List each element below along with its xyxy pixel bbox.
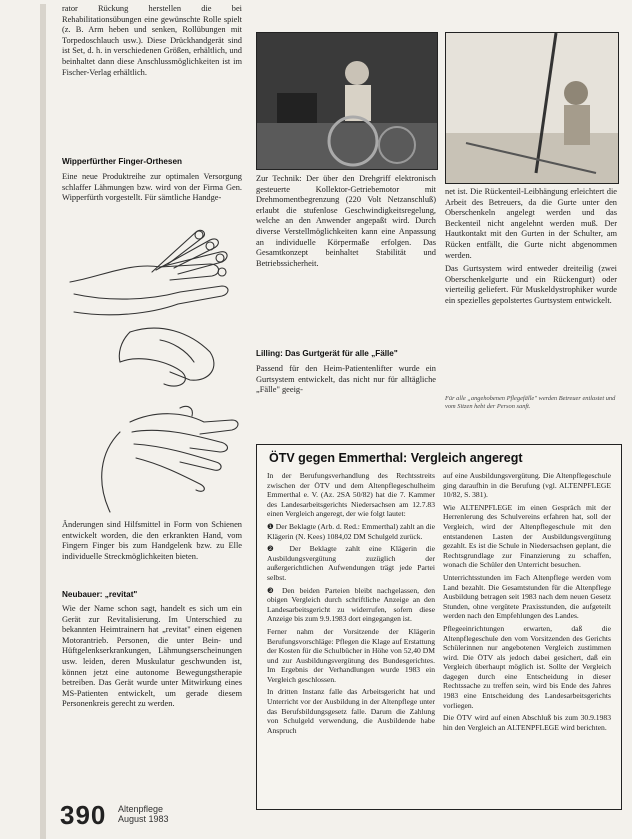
magazine-info — [118, 804, 169, 824]
photo-patient-lifter — [445, 32, 619, 184]
wheelchair-photo-drawing — [257, 33, 437, 169]
boxed-article — [256, 444, 622, 810]
orthesen-paragraph: Eine neue Produktreihe zur optimalen Versorgung schlaffer Lähmungen bzw. wird von der Firma Gen. Wipperfürth vorgestellt. Für sämtliche Handge- — [62, 172, 242, 203]
box-left-paragraph: ❷ Der Beklagte zahlt eine Klägerin die Ausbildungsvergütung zuzüglich der außergerichtlichen Aufwendungen trägt jede Partei selbst. — [267, 544, 435, 582]
magazine-name: Altenpflege — [118, 804, 164, 814]
heading-gurtgeraet: Lilling: Das Gurtgerät für alle „Fälle" — [256, 349, 398, 358]
box-right-paragraph: Unterrichtsstunden im Fach Altenpflege werden vom Land bezahlt. Die Gesamtstunden für die Altenpflege Ausbildung betragen seit 1983 nach dem neuen Gesetz Stunden, ohne vergütete Praxisstunden, die aufgeteilt werden nach den Empfehlungen des Landes. — [443, 572, 611, 621]
gurtgeraet-paragraph: Passend für den Heim-Patientenlifter wurde ein Gurtsystem entwickelt, das nicht nur für alltägliche „Fälle" geeig- — [256, 364, 436, 395]
column-1-para3 — [62, 604, 242, 713]
boxed-article-right-column — [443, 471, 611, 735]
column-2-para1 — [256, 174, 436, 272]
finger-orthosis-illustration — [60, 222, 250, 518]
page-number: 390 — [60, 800, 107, 830]
page-edge-shadow — [40, 4, 46, 839]
technik-paragraph: Zur Technik: Der über den Drehgriff elektronisch gesteuerte Kollektor-Getriebemotor mit Drehmomentbegrenzung (220 Volt Netzanschluß) erlaubt die stufenlose Geschwindigkeitsregelung, welche an den Anwender angepaßt wird. Durch diverse Verstellmöglichkeiten kann eine Anpassung an individuelle Körpermaße erfolgen. Das Gesamtkonzept beinhaltet Stabilität und Betriebssicherheit. — [256, 174, 436, 268]
box-left-paragraph: ❸ Den beiden Parteien bleibt nachgelassen, den obigen Vergleich durch schriftliche Anzeige an den Landesarbeitsgericht zu widerrufen, sofern diese Anzeige bis zum 9.9.1983 dort eingegangen ist. — [267, 585, 435, 624]
box-right-paragraph: auf eine Ausbildungsvergütung. Die Altenpflegeschule ging daraufhin in die Berufung (vgl. ALTENPFLEGE 10/82, S. 381). — [443, 471, 611, 500]
lifter-photo-drawing — [446, 33, 618, 183]
boxed-article-left-column — [267, 471, 435, 738]
heading-finger-orthesen: Wipperfürther Finger-Orthesen — [62, 157, 183, 166]
revitat-paragraph: Wie der Name schon sagt, handelt es sich um ein Gerät zur Revitalisierung. Im Unterschied zu bekannten Heimtrainern hat „revitat" einen eigenen Motorantrieb. Personen, die unter Bein- und Hüftgelenkserkrankungen, Lähmungserscheinungen usw. leiden, deren Muskulatur geschwunden ist, können jetzt eine autonome Bewegungstherapie betreiben. Das Gerät wurde unter Mitwirkung eines MS-Patienten entwickelt, um gerade diesem Personenkreis gerecht zu werden. — [62, 604, 242, 709]
rueckenteil-paragraph: net ist. Die Rückenteil-Leibhängung erleichtert die Arbeit des Betreuers, da die Gurte unter den Oberschenkeln angelegt werden und das Beckenteil nicht angelehnt werden muß. Der Hautkontakt mit den Gurten in der Schulter, am Rücken entfällt, die Gurte nicht abgenommen werden. — [445, 187, 617, 260]
column-1-para1 — [62, 172, 242, 207]
photo-wheelchair-user — [256, 32, 438, 170]
column-1-intro — [62, 4, 242, 81]
box-right-paragraph: Die ÖTV wird auf einen Abschluß bis zum 30.9.1983 hin den Vergleich an ALTENPFLEGE wird berichten. — [443, 713, 611, 732]
box-left-paragraph: ❶ Der Beklagte (Arb. d. Red.: Emmerthal) zahlt an die Klägerin (N. Kees) 1084,02 DM Schulgeld zurück. — [267, 521, 435, 541]
column-1-para2 — [62, 520, 242, 565]
aenderungen-paragraph: Änderungen sind Hilfsmittel in Form von Schienen entwickelt worden, die den erkrankten Hand, vom Fingern Finger bis zum Handgelenk bzw. zu Elle individuelle Streckmöglichkeiten bieten. — [62, 520, 242, 561]
box-left-paragraph: In der Berufungsverhandlung des Rechtsstreits zwischen der ÖTV und dem Altenpflegeschulheim Emmerthal e. V. (Az. 2SA 50/82) hat die 7. Kammer des Landesarbeitsgerichts Niedersachsen am 12.7.83 einen Vergleich angeregt, der wie folgt lautet: — [267, 471, 435, 519]
intro-paragraph: rator Rückung herstellen die bei Rehabilitationsübungen eine gewünschte Rolle spielt (z. B. Arm heben und senken, Rollübungen mit Torpedoschlauch usw.). Diese Drückhandgerät sind ist Set, d. h. in verschiedenen Größen, erhältlich, und beinhaltet dann diese Anschlussmöglichkeiten ist im Fischer-Verlag erhältlich. — [62, 4, 242, 77]
boxed-article-title: ÖTV gegen Emmerthal: Vergleich angeregt — [269, 451, 523, 465]
column-2-para2 — [256, 364, 436, 399]
box-left-paragraph: Ferner nahm der Vorsitzende der Klägerin Berufungsvorschläge: Pflegen die Klage auf Erstattung der Kosten für die Schulbücher in Höhe von 52,40 DM und zur Ausbildungsvergütung des Bundesgerichtes. Im Ergebnis der Verhandlungen wurde 1983 ein Vergleich geschlossen. — [267, 626, 435, 684]
heading-revitat: Neubauer: „revitat" — [62, 590, 138, 599]
box-right-paragraph: Pflegeeinrichtungen erwarten, daß die Altenpflegeschule den vom Vorsitzenden des Gerichts Schülerinnen nur angebotenen Vergleich zustimmen wird. Die ÖTV als jedoch dabei gesichert, daß ein Vergleich überhaupt möglich ist. Sollte der Vergleich dagegen durch eine Entscheidung in dieser Rechtssache zu treffen sein, wird bis Ende des Jahres 1983 eine Entscheidung des Landesarbeitsgerichts vorliegen. — [443, 623, 611, 710]
magazine-issue: August 1983 — [118, 814, 169, 824]
photo-caption: Für alle „angehobenen Pflegefälle" werden Betreuer entlastet und vom Sitzen hebt der Person sanft. — [445, 395, 616, 410]
gurtsystem-paragraph: Das Gurtsystem wird entweder dreiteilig (zwei Oberschenkelgurte und ein Rückengurt) oder vierteilig geliefert. Für Muskeldystrophiker wurde ein spezielles gepolstertes Gurtsystem entwickelt. — [445, 264, 617, 305]
box-right-paragraph: Wie ALTENPFLEGE im einen Gespräch mit der Herrenlerung des Schulvereins erfahren hat, soll der Vergleich, wird der Altenpflegeschule mit den entstandenen Lasten der Ausbildungsvergütung gezahlt. Es ist die Schule in Niedersachsen geplant, die Rechtsgrundlage zur Finanzierung zu schaffen, wonach die Schüler den Unterricht besuchen. — [443, 502, 611, 570]
column-3-para1 — [445, 187, 617, 310]
box-left-paragraph: In dritten Instanz falle das Arbeitsgericht hat und Unterricht vor der Ausbildung in der Altenpflege unter das Berufsbildungsgesetz falle. Darum die Zahlung von Schulgeld verwendung, die Ausbildende habe Anspruch — [267, 687, 435, 735]
